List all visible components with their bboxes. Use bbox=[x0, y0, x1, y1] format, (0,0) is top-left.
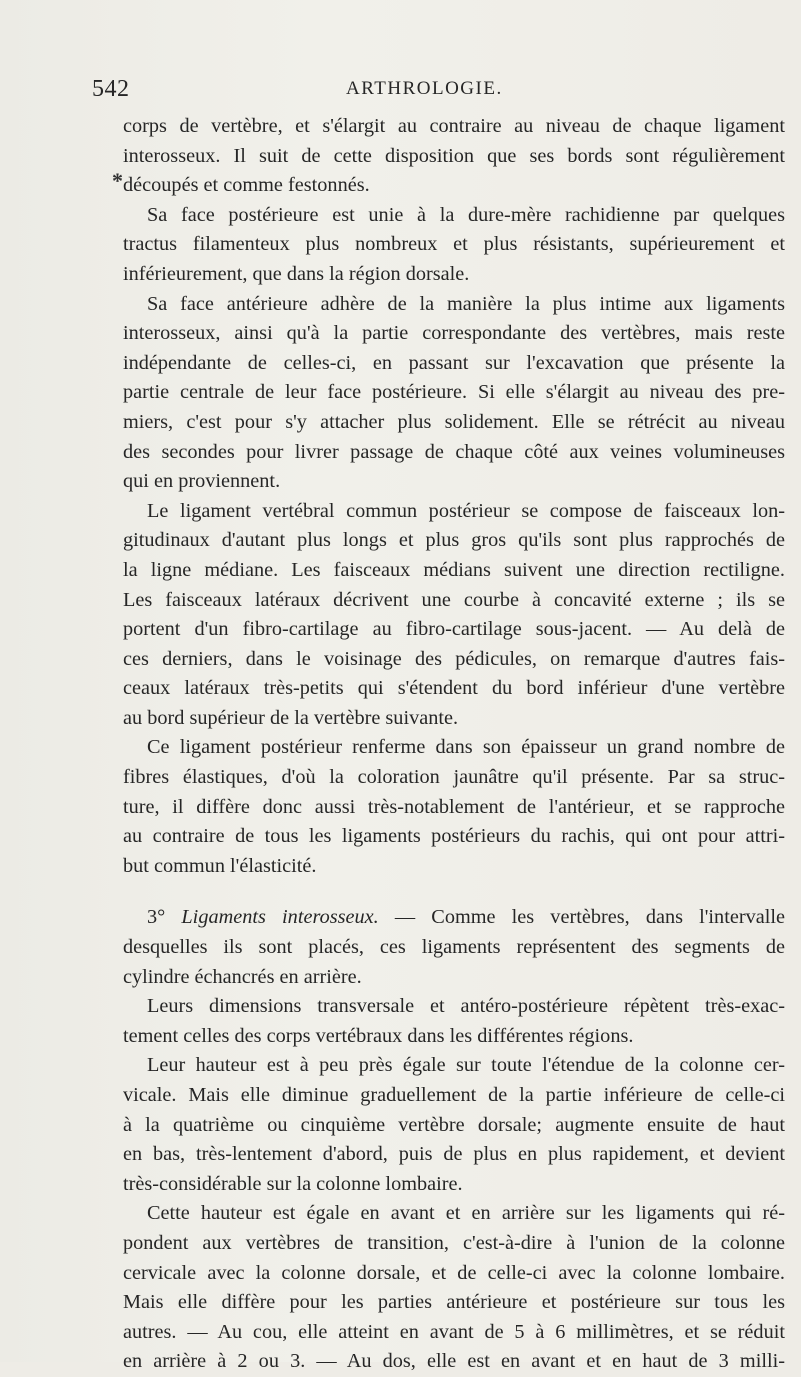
text-line: Sa face postérieure est unie à la dure-mère rachidienne par quelques bbox=[147, 203, 785, 226]
text-line: Les faisceaux latéraux décrivent une courbe à concavité externe ; ils se bbox=[123, 588, 785, 611]
text-line: cylindre échancrés en arrière. bbox=[123, 965, 362, 988]
section-heading-line bbox=[123, 903, 785, 933]
text-line: fibres élastiques, d'où la coloration jaunâtre qu'il présente. Par sa struc- bbox=[123, 766, 785, 789]
text-line: but commun l'élasticité. bbox=[123, 854, 317, 877]
text-line: la ligne médiane. Les faisceaux médians suivent une direction rectiligne. bbox=[123, 558, 785, 581]
text-line: qui en proviennent. bbox=[123, 470, 281, 493]
text-line: Le ligament vertébral commun postérieur se compose de faisceaux lon- bbox=[147, 499, 785, 522]
text-line: interosseux. Il suit de cette disposition que ses bords sont régulièrement bbox=[123, 144, 785, 167]
text-line: au bord supérieur de la vertèbre suivante. bbox=[123, 706, 459, 729]
text-line: en arrière à 2 ou 3. — Au dos, elle est en avant et en haut de 3 milli- bbox=[123, 1350, 785, 1373]
section-title: Ligaments interosseux. bbox=[181, 906, 379, 929]
text-line: miers, c'est pour s'y attacher plus solidement. Elle se rétrécit au niveau bbox=[123, 410, 785, 433]
text-line: ceaux latéraux très-petits qui s'étendent du bord inférieur d'une vertèbre bbox=[123, 677, 785, 700]
section-number: 3° bbox=[147, 906, 166, 929]
text-line: autres. — Au cou, elle atteint en avant de 5 à 6 millimètres, et se réduit bbox=[123, 1320, 785, 1343]
text-line: ces derniers, dans le voisinage des pédicules, on remarque d'autres fais- bbox=[123, 647, 785, 670]
text-line: gitudinaux d'autant plus longs et plus gros qu'ils sont plus rapprochés de bbox=[123, 529, 785, 552]
paragraph-gap bbox=[123, 881, 785, 903]
text-line: au contraire de tous les ligaments postérieurs du rachis, qui ont pour attri- bbox=[123, 825, 785, 848]
text-line: en bas, très-lentement d'abord, puis de plus en plus rapidement, et devient bbox=[123, 1143, 785, 1166]
text-line: Leur hauteur est à peu près égale sur toute l'étendue de la colonne cer- bbox=[147, 1054, 785, 1077]
text-line: tractus filamenteux plus nombreux et plus résistants, supérieurement et bbox=[123, 233, 785, 256]
text-line: Sa face antérieure adhère de la manière la plus intime aux ligaments bbox=[147, 292, 785, 315]
text-line: cervicale avec la colonne dorsale, et de celle-ci avec la colonne lombaire. bbox=[123, 1261, 785, 1284]
text-line: à la quatrième ou cinquième vertèbre dorsale; augmente ensuite de haut bbox=[123, 1113, 785, 1136]
text-line: portent d'un fibro-cartilage au fibro-cartilage sous-jacent. — Au delà de bbox=[123, 618, 785, 641]
text-line: pondent aux vertèbres de transition, c'est-à-dire à l'union de la colonne bbox=[123, 1231, 785, 1254]
text-line: desquelles ils sont placés, ces ligaments représentent des segments de bbox=[123, 936, 785, 959]
text-line: vicale. Mais elle diminue graduellement de la partie inférieure de celle-ci bbox=[123, 1084, 785, 1106]
body-text bbox=[123, 112, 785, 1377]
text-line: découpés et comme festonnés. bbox=[123, 174, 370, 197]
running-head: ARTHROLOGIE. bbox=[346, 78, 503, 99]
section-lead-text: — Comme les vertèbres, dans l'intervalle bbox=[378, 906, 785, 929]
text-line: Mais elle diffère pour les parties antérieure et postérieure sur tous les bbox=[123, 1291, 785, 1314]
text-line: partie centrale de leur face postérieure. Si elle s'élargit au niveau des pre- bbox=[123, 381, 785, 404]
text-line: Leurs dimensions transversale et antéro-postérieure répètent très-exac- bbox=[147, 995, 785, 1018]
text-line: indépendante de celles-ci, en passant sur l'excavation que présente la bbox=[123, 351, 785, 374]
text-line: interosseux, ainsi qu'à la partie correspondante des vertèbres, mais reste bbox=[123, 322, 785, 345]
text-line: Ce ligament postérieur renferme dans son épaisseur un grand nombre de bbox=[147, 736, 785, 759]
text-line: tement celles des corps vertébraux dans les différentes régions. bbox=[123, 1024, 634, 1047]
page-header bbox=[0, 76, 801, 106]
text-line: ture, il diffère donc aussi très-notablement de l'antérieur, et se rapproche bbox=[123, 795, 785, 818]
text-line: inférieurement, que dans la région dorsale. bbox=[123, 262, 470, 285]
text-line: Cette hauteur est égale en avant et en arrière sur les ligaments qui ré- bbox=[147, 1202, 785, 1225]
text-line: très-considérable sur la colonne lombaire. bbox=[123, 1172, 463, 1195]
text-line: des secondes pour livrer passage de chaque côté aux veines volumineuses bbox=[123, 440, 785, 463]
margin-asterisk-mark: * bbox=[112, 168, 123, 193]
page-number: 542 bbox=[92, 76, 130, 102]
text-line: corps de vertèbre, et s'élargit au contraire au niveau de chaque ligament bbox=[123, 115, 785, 137]
